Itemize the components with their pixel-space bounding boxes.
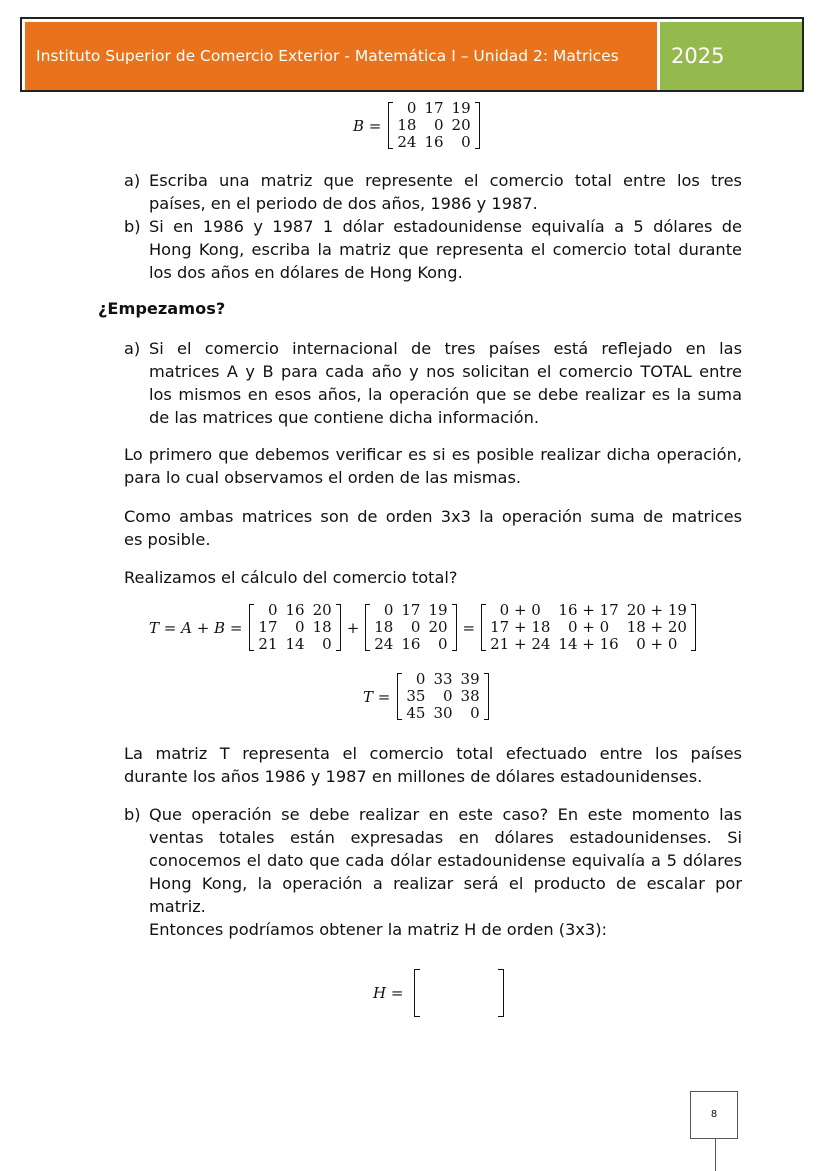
matrix-b <box>388 100 479 151</box>
matrix-cell: 0 <box>410 618 421 636</box>
matrix-cell: 33 <box>433 670 453 688</box>
matrix-cell: 24 <box>374 635 394 653</box>
matrix-column <box>457 671 484 722</box>
matrix-cell: 39 <box>460 670 480 688</box>
matrix-cell: 18 <box>374 618 394 636</box>
matrix-b-copy <box>365 602 456 653</box>
text-line: matriz. <box>149 897 206 916</box>
text-line: ventas totales están expresadas en dólares estadounidenses. Si <box>149 828 742 847</box>
text-line: matrices A y B para cada año y nos solicitan el comercio TOTAL entre <box>149 362 742 381</box>
text-line: conocemos el dato que cada dólar estadounidense equivalía a 5 dólares <box>149 851 742 870</box>
matrix-b-label: B = <box>353 116 382 135</box>
matrix-cell: 19 <box>451 99 471 117</box>
text-line: Hong Kong, la operación a realizar será el producto de escalar por <box>149 874 742 893</box>
paragraph-verify <box>124 443 742 489</box>
matrix-cell: 0 <box>438 635 448 653</box>
matrix-cell: 20 + 19 <box>626 601 687 619</box>
matrix-column <box>623 602 691 653</box>
sum-lhs: T = A + B = <box>149 618 243 637</box>
matrix-cell: 16 <box>424 133 444 151</box>
matrix-cell: 0 <box>442 687 453 705</box>
text-line: durante los años 1986 y 1987 en millones de dólares estadounidenses. <box>124 767 703 786</box>
solution-a-text <box>149 337 742 429</box>
matrix-cell: 0 <box>434 116 444 134</box>
matrix-cell: 0 <box>383 601 394 619</box>
matrix-cell: 0 + 0 <box>636 635 678 653</box>
paragraph-order <box>124 505 742 551</box>
matrix-h-empty <box>414 969 504 1017</box>
matrix-cell: 45 <box>406 704 426 722</box>
matrix-cell: 20 <box>451 116 471 134</box>
section-heading: ¿Empezamos? <box>98 299 226 318</box>
text-line: de las matrices que contiene dicha información. <box>149 408 539 427</box>
matrix-cell: 19 <box>428 601 448 619</box>
matrix-cell: 16 <box>401 635 421 653</box>
matrix-cell: 35 <box>406 687 426 705</box>
matrix-column <box>424 602 451 653</box>
solution-b-text <box>149 803 742 941</box>
text-line: Como ambas matrices son de orden 3x3 la operación suma de matrices <box>124 507 742 526</box>
text-line: La matriz T representa el comercio total efectuado entre los países <box>124 744 742 763</box>
matrix-cell: 30 <box>433 704 453 722</box>
paragraph-result <box>124 742 742 788</box>
matrix-column <box>554 602 622 653</box>
matrix-cell: 0 <box>322 635 332 653</box>
matrix-column <box>448 100 475 151</box>
matrix-cell: 0 <box>295 618 305 636</box>
text-line: los mismos en esos años, la operación que se debe realizar es la suma <box>149 385 742 404</box>
matrix-column <box>393 100 420 151</box>
matrix-cell: 14 + 16 <box>558 635 619 653</box>
text-line: para lo cual observamos el orden de las mismas. <box>124 468 522 487</box>
header-title: Instituto Superior de Comercio Exterior - Matemática I – Unidad 2: Matrices <box>25 22 657 90</box>
exercise-b-label: b) <box>124 217 141 236</box>
matrix-cell: 20 <box>312 601 332 619</box>
matrix-t-label: T = <box>363 687 391 706</box>
plus-sign: + <box>346 618 360 637</box>
paragraph-calc: Realizamos el cálculo del comercio total? <box>124 568 458 587</box>
exercise-b-text <box>149 215 742 284</box>
matrix-cell: 0 <box>461 133 471 151</box>
matrix-column <box>370 602 397 653</box>
header-year: 2025 <box>660 22 802 90</box>
text-line: Si el comercio internacional de tres países está reflejado en las <box>149 339 742 358</box>
matrix-t-equation <box>358 671 491 722</box>
matrix-column <box>282 602 309 653</box>
matrix-h-label: H = <box>373 984 404 1002</box>
matrix-column <box>429 671 456 722</box>
text-line: países, en el periodo de dos años, 1986 y 1987. <box>149 194 538 213</box>
matrix-cell: 21 <box>258 635 278 653</box>
matrix-cell: 18 + 20 <box>626 618 687 636</box>
matrix-h-equation <box>368 969 504 1017</box>
matrix-cell: 0 <box>470 704 480 722</box>
sum-equation <box>144 602 698 653</box>
matrix-column <box>402 671 429 722</box>
matrix-cell: 24 <box>397 133 417 151</box>
matrix-cell: 0 <box>406 99 417 117</box>
matrix-cell: 0 <box>415 670 426 688</box>
page-number-line <box>715 1139 716 1171</box>
matrix-cell: 17 <box>424 99 444 117</box>
matrix-cell: 16 + 17 <box>558 601 619 619</box>
matrix-cell: 0 <box>267 601 278 619</box>
equals-sign: = <box>462 618 476 637</box>
matrix-cell: 17 <box>401 601 421 619</box>
text-line: Si en 1986 y 1987 1 dólar estadounidense equivalía a 5 dólares de <box>149 217 742 236</box>
text-line: Hong Kong, escriba la matriz que representa el comercio total durante <box>149 240 742 259</box>
text-line: es posible. <box>124 530 211 549</box>
matrix-cell: 14 <box>285 635 305 653</box>
matrix-cell: 38 <box>460 687 480 705</box>
matrix-cell: 21 + 24 <box>490 635 551 653</box>
matrix-cell: 0 + 0 <box>499 601 541 619</box>
text-line: Escriba una matriz que represente el comercio total entre los tres <box>149 171 742 190</box>
matrix-column <box>309 602 336 653</box>
matrix-cell: 18 <box>397 116 417 134</box>
matrix-cell: 18 <box>312 618 332 636</box>
matrix-t <box>397 671 488 722</box>
text-line: Que operación se debe realizar en este caso? En este momento las <box>149 805 742 824</box>
exercise-a-label: a) <box>124 171 141 190</box>
page-number: 8 <box>690 1091 738 1139</box>
matrix-cell: 16 <box>285 601 305 619</box>
text-line: Entonces podríamos obtener la matriz H de orden (3x3): <box>149 920 607 939</box>
matrix-column <box>397 602 424 653</box>
solution-b-label: b) <box>124 805 141 824</box>
matrix-b-equation <box>348 100 482 151</box>
matrix-cell: 0 + 0 <box>567 618 610 636</box>
matrix-cell: 20 <box>428 618 448 636</box>
matrix-column <box>486 602 554 653</box>
matrix-sum-expanded <box>481 602 696 653</box>
matrix-a <box>249 602 340 653</box>
solution-a-label: a) <box>124 339 141 358</box>
text-line: Lo primero que debemos verificar es si es posible realizar dicha operación, <box>124 445 742 464</box>
text-line: los dos años en dólares de Hong Kong. <box>149 263 463 282</box>
matrix-cell: 17 + 18 <box>490 618 551 636</box>
exercise-a-text <box>149 169 742 215</box>
matrix-cell: 17 <box>258 618 278 636</box>
matrix-column <box>254 602 281 653</box>
matrix-column <box>420 100 447 151</box>
